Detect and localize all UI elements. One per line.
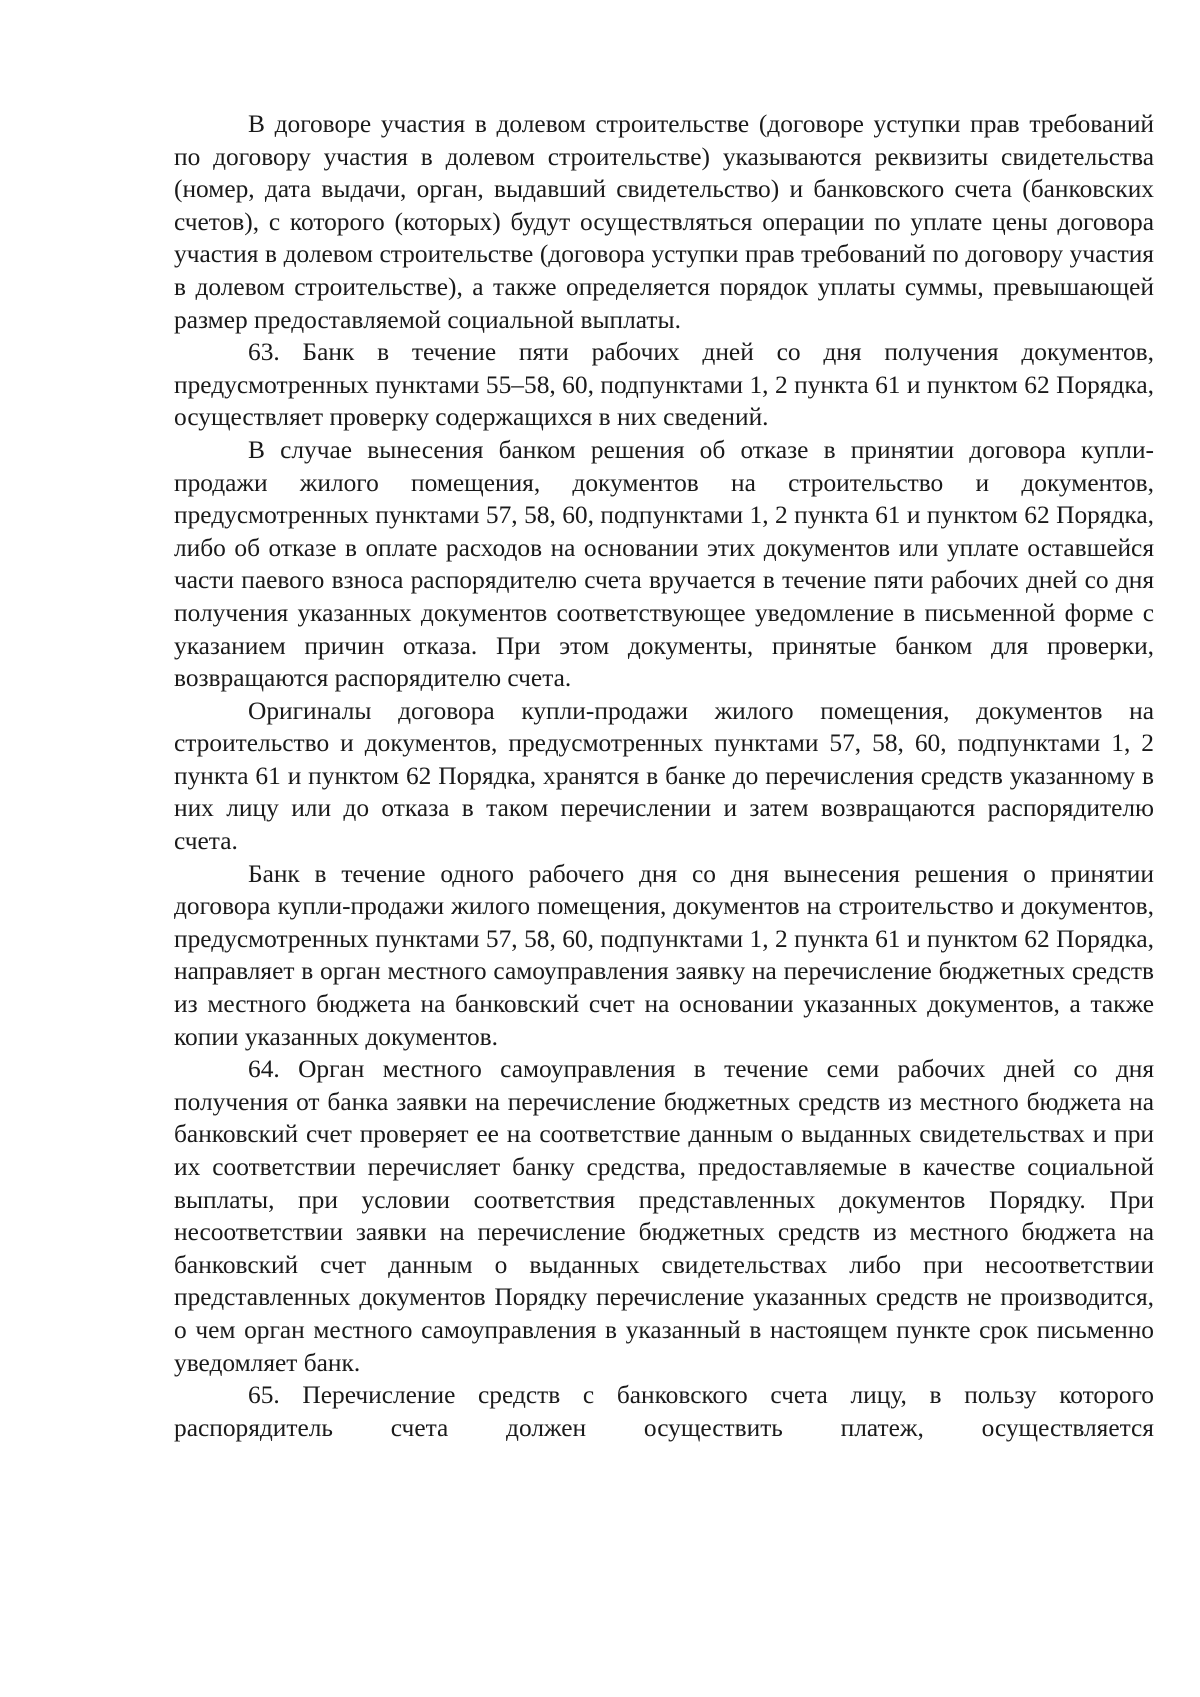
paragraph-originals-storage: Оригиналы договора купли-продажи жилого помещения, документов на строительство и документов, предусмотренных пунктами 57, 58, 60, подпунктами 1, 2 пункта 61 и пунктом 62 Порядка, хранятся в банке до перечисления средств указанному в них лицу или до отказа в таком перечислении и затем возвращаются распорядителю счета. — [174, 696, 1154, 856]
document-page — [174, 108, 1154, 1444]
paragraph-refusal-notice: В случае вынесения банком решения об отказе в принятии договора купли-продажи жилого помещения, документов на строительство и документов, предусмотренных пунктами 57, 58, 60, подпунктами 1, 2 пункта 61 и пунктом 62 Порядка, либо об отказе в оплате расходов на основании этих документов или уплате оставшейся части паевого взноса распорядителю счета вручается в течение пяти рабочих дней со дня получения указанных документов соответствующее уведомление в письменной форме с указанием причин отказа. При этом документы, принятые банком для проверки, возвращаются распорядителю счета. — [174, 435, 1154, 693]
paragraph-contract-details: В договоре участия в долевом строительстве (договоре уступки прав требований по договору участия в долевом строительстве) указываются реквизиты свидетельства (номер, дата выдачи, орган, выдавший свидетельство) и банковского счета (банковских счетов), с которого (которых) будут осуществляться операции по уплате цены договора участия в долевом строительстве (договора уступки прав требований по договору участия в долевом строительстве), а также определяется порядок уплаты суммы, превышающей размер предоставляемой социальной выплаты. — [174, 110, 1154, 334]
paragraph-bank-request: Банк в течение одного рабочего дня со дня вынесения решения о принятии договора купли-продажи жилого помещения, документов на строительство и документов, предусмотренных пунктами 57, 58, 60, подпунктами 1, 2 пункта 61 и пунктом 62 Порядка, направляет в орган местного самоуправления заявку на перечисление бюджетных средств из местного бюджета на банковский счет на основании указанных документов, а также копии указанных документов. — [174, 859, 1154, 1051]
paragraph-item-64: 64. Орган местного самоуправления в течение семи рабочих дней со дня получения от банка заявки на перечисление бюджетных средств из местного бюджета на банковский счет проверяет ее на соответствие данным о выданных свидетельствах и при их соответствии перечисляет банку средства, предоставляемые в качестве социальной выплаты, при условии соответствия представленных документов Порядку. При несоответствии заявки на перечисление бюджетных средств из местного бюджета на банковский счет данным о выданных свидетельствах либо при несоответствии представленных документов Порядку перечисление указанных средств не производится, о чем орган местного самоуправления в указанный в настоящем пункте срок письменно уведомляет банк. — [174, 1055, 1154, 1377]
paragraph-item-63: 63. Банк в течение пяти рабочих дней со дня получения документов, предусмотренных пунктами 55–58, 60, подпунктами 1, 2 пункта 61 и пунктом 62 Порядка, осуществляет проверку содержащихся в них сведений. — [174, 338, 1154, 432]
paragraph-item-65: 65. Перечисление средств с банковского счета лицу, в пользу которого распорядитель счета должен осуществить платеж, осуществляется — [174, 1381, 1154, 1442]
